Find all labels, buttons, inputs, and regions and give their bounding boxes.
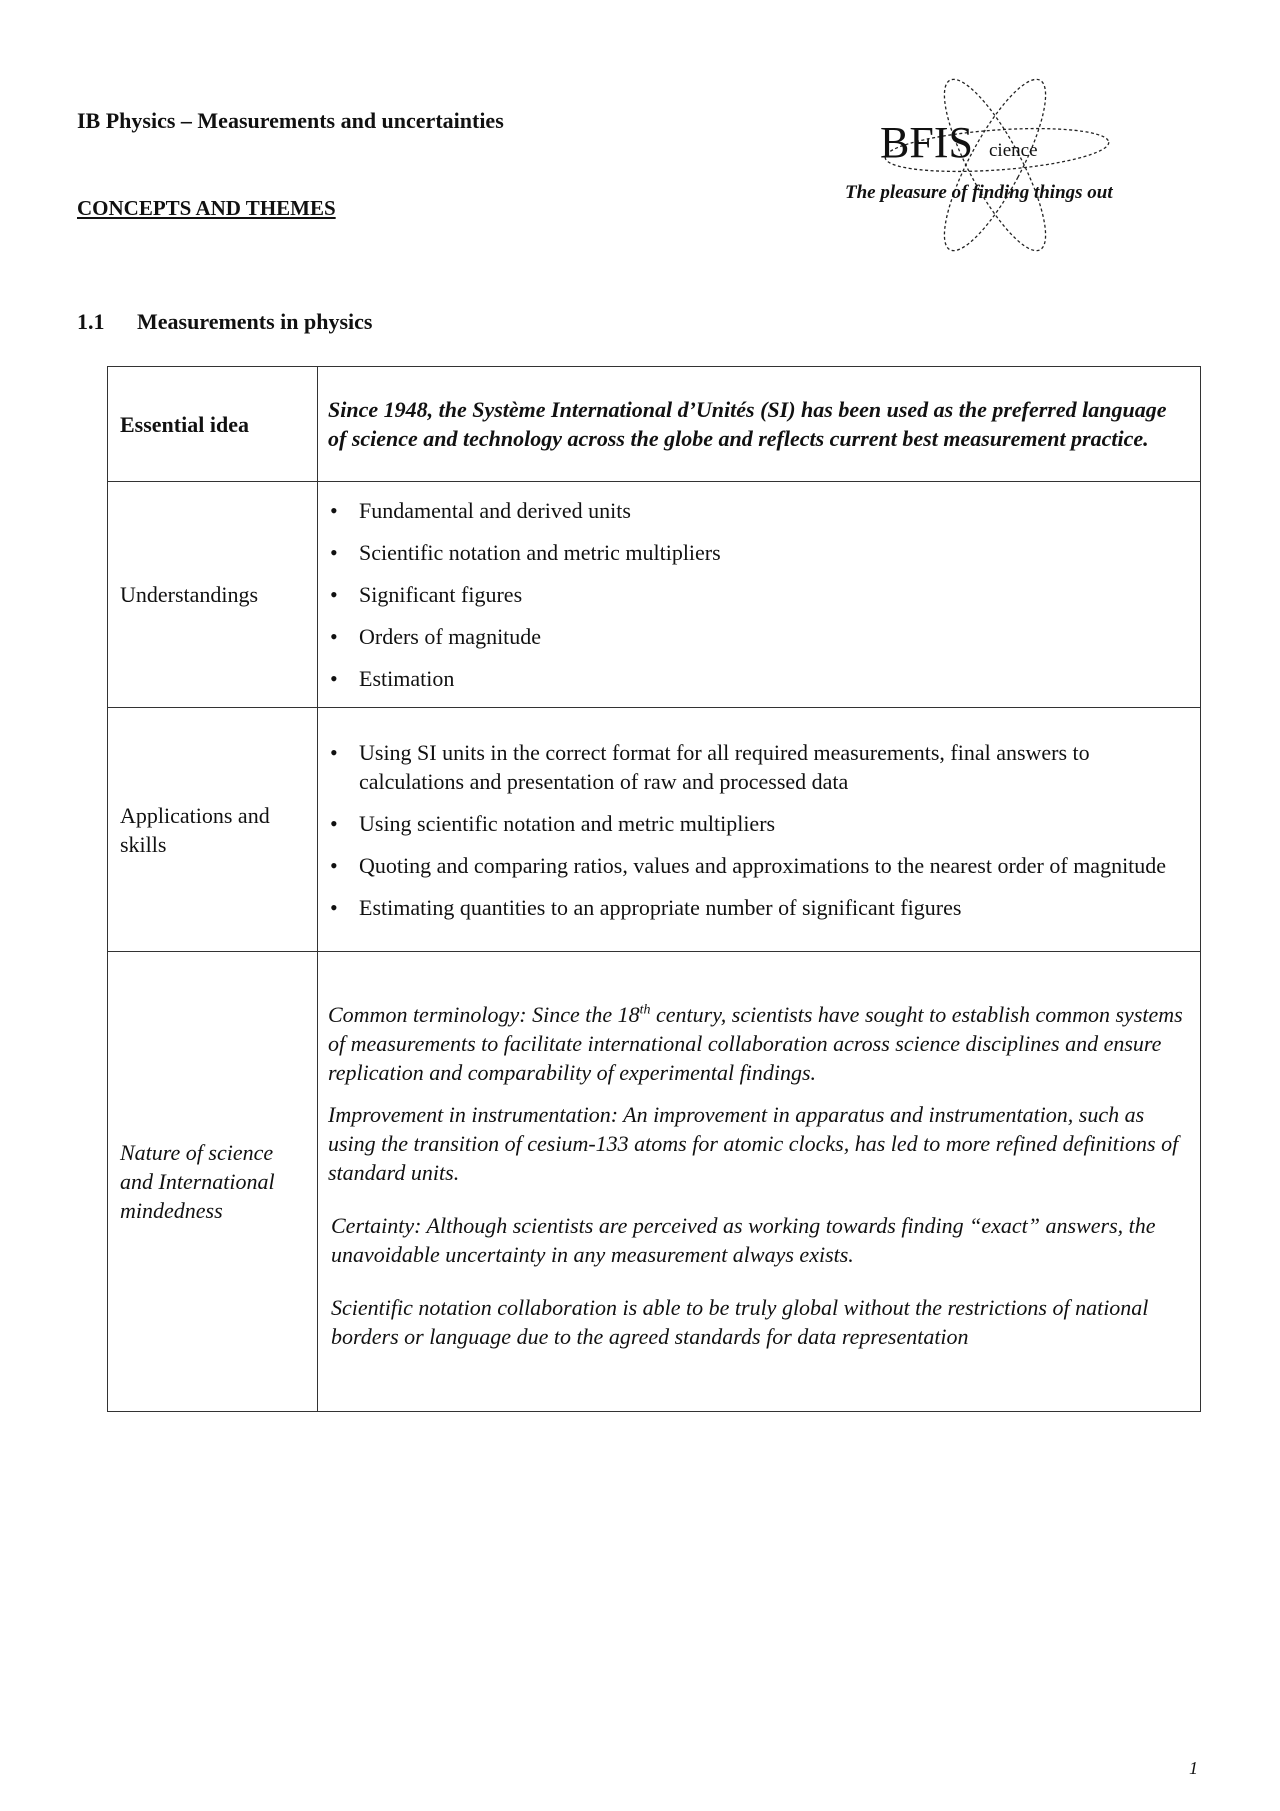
applications-list bbox=[328, 738, 1188, 922]
nature-of-science-label: Nature of science and International mindedness bbox=[108, 952, 318, 1412]
nos-text: century, scientists have sought to establish common systems of measurements to facilitate international collaboration across science disciplines and ensure replication and comparability of experimental findings. bbox=[328, 1002, 1183, 1085]
list-item: • Using scientific notation and metric multipliers bbox=[328, 809, 1188, 838]
list-item: • Estimation bbox=[328, 664, 1188, 693]
subsection-number: 1.1 bbox=[77, 309, 105, 334]
list-item: • Using SI units in the correct format for all required measurements, final answers to calculations and presentation of raw and processed data bbox=[328, 738, 1188, 796]
applications-content bbox=[318, 708, 1201, 952]
list-item: • Fundamental and derived units bbox=[328, 496, 1188, 525]
atom-logo-icon bbox=[845, 65, 1175, 260]
subsection-heading bbox=[77, 309, 373, 335]
table-row-essential-idea bbox=[108, 367, 1201, 482]
list-item: • Significant figures bbox=[328, 580, 1188, 609]
logo-tagline: The pleasure of finding things out bbox=[845, 182, 1113, 203]
logo-name-suffix: cience bbox=[989, 140, 1038, 161]
applications-label: Applications and skills bbox=[108, 708, 318, 952]
nos-paragraph-certainty: Certainty: Although scientists are perceived as working towards finding “exact” answers, the unavoidable uncertainty in any measurement always exists. bbox=[331, 1213, 1156, 1267]
page-number: 1 bbox=[1189, 1758, 1198, 1778]
bfis-logo bbox=[845, 65, 1175, 260]
document-title: IB Physics – Measurements and uncertainties bbox=[77, 108, 504, 133]
subsection-title: Measurements in physics bbox=[137, 309, 373, 334]
section-heading: CONCEPTS AND THEMES bbox=[77, 196, 336, 220]
nature-of-science-content bbox=[318, 952, 1201, 1412]
nos-text: Common terminology: Since the 18 bbox=[328, 1002, 640, 1027]
nos-paragraph-instrumentation: Improvement in instrumentation: An improvement in apparatus and instrumentation, such as using the transition of cesium-133 atoms for atomic clocks, has led to more refined definitions of standard units. bbox=[328, 1102, 1179, 1185]
essential-idea-text: Since 1948, the Système International d’Unités (SI) has been used as the preferred language of science and technology across the globe and reflects current best measurement practice. bbox=[318, 367, 1201, 482]
essential-idea-label: Essential idea bbox=[108, 367, 318, 482]
list-item: • Estimating quantities to an appropriate number of significant figures bbox=[328, 893, 1188, 922]
nos-paragraph-scientific-notation: Scientific notation collaboration is able to be truly global without the restrictions of national borders or language due to the agreed standards for data representation bbox=[331, 1295, 1149, 1349]
nos-paragraph-common-terminology bbox=[328, 1000, 1188, 1087]
understandings-list bbox=[328, 496, 1188, 693]
ordinal-superscript: th bbox=[639, 1002, 651, 1018]
concepts-table bbox=[107, 366, 1201, 1412]
list-item: • Quoting and comparing ratios, values and approximations to the nearest order of magnitude bbox=[328, 851, 1188, 880]
understandings-label: Understandings bbox=[108, 482, 318, 708]
list-item: • Scientific notation and metric multipliers bbox=[328, 538, 1188, 567]
table-row-applications bbox=[108, 708, 1201, 952]
logo-name: BFIS bbox=[880, 118, 973, 167]
understandings-content bbox=[318, 482, 1201, 708]
table-row-nature-of-science bbox=[108, 952, 1201, 1412]
list-item: • Orders of magnitude bbox=[328, 622, 1188, 651]
table-row-understandings bbox=[108, 482, 1201, 708]
